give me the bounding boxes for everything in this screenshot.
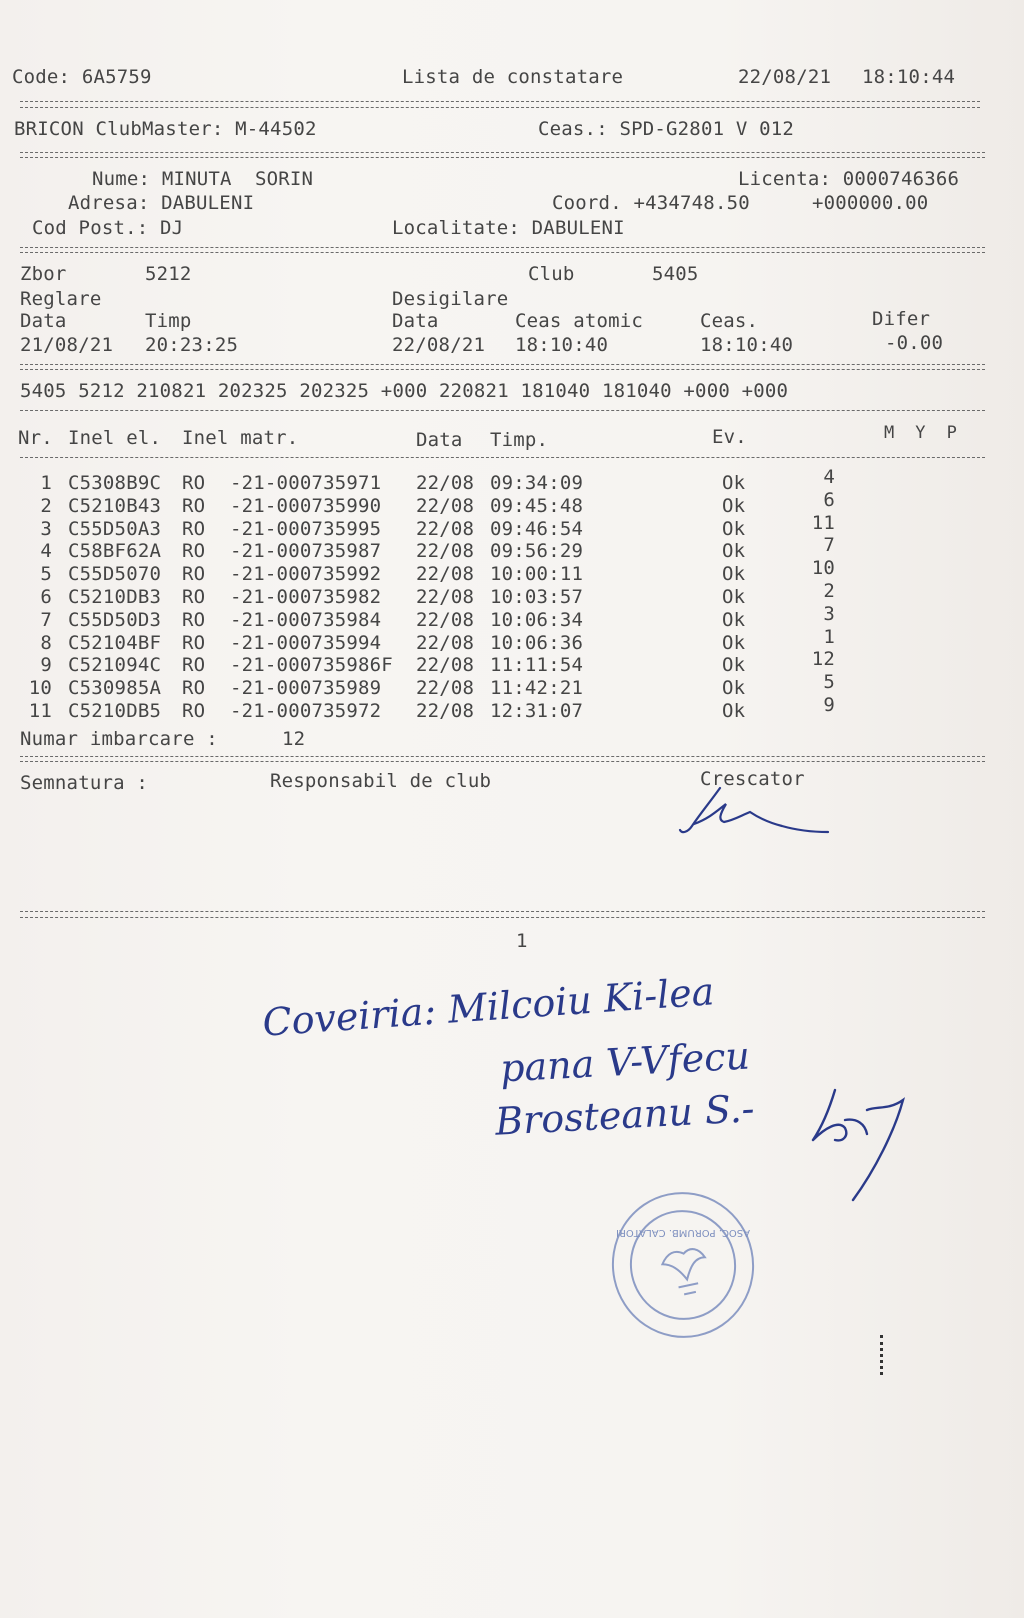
table-cell-timp: 09:45:48	[490, 494, 584, 517]
table-cell-timp: 10:06:34	[490, 608, 584, 631]
table-cell-m: 9	[823, 694, 835, 716]
table-cell-data: 22/08	[416, 631, 475, 654]
table-cell-timp: 10:00:11	[490, 563, 584, 586]
table-cell-tara: RO	[182, 700, 206, 722]
flight-label: Zbor	[20, 263, 67, 285]
divider	[20, 911, 985, 912]
table-cell-matr: -21-000735972	[230, 700, 382, 722]
divider	[20, 107, 980, 108]
table-cell-tara: RO	[182, 563, 206, 586]
table-cell-tara: RO	[182, 677, 206, 700]
owner-coord-2: +000000.00	[812, 192, 929, 214]
owner-licence: Licenta: 0000746366	[738, 168, 960, 190]
divider	[20, 410, 985, 411]
breeder-signature	[670, 780, 840, 840]
table-cell-data: 22/08	[416, 563, 475, 586]
owner-postcode: Cod Post.: DJ	[32, 217, 184, 239]
document-code: Code: 6A5759	[12, 66, 152, 88]
divider	[20, 457, 985, 458]
table-cell-nr: 2	[40, 494, 52, 517]
table-cell-el: C5308B9C	[68, 472, 162, 494]
table-cell-m: 7	[823, 534, 835, 557]
document-time: 18:10:44	[862, 66, 956, 88]
table-cell-data: 22/08	[416, 494, 475, 517]
table-cell-el: C55D50D3	[68, 608, 162, 631]
table-cell-ev: Ok	[722, 472, 746, 494]
boarding-count-label: Numar imbarcare :	[20, 728, 218, 750]
table-cell-matr: -21-000735986F	[230, 654, 393, 677]
table-cell-matr: -21-000735995	[230, 517, 382, 540]
col-ev: Ev.	[712, 426, 747, 448]
table-cell-tara: RO	[182, 517, 206, 540]
divider	[20, 252, 985, 253]
atomic-clock-time: 18:10:40	[515, 334, 609, 356]
divider	[20, 247, 985, 248]
table-cell-timp: 09:46:54	[490, 517, 584, 540]
table-cell-nr: 5	[40, 563, 52, 586]
table-cell-el: C521094C	[68, 654, 162, 677]
table-cell-nr: 4	[40, 540, 52, 563]
table-cell-el: C55D50A3	[68, 517, 162, 540]
table-cell-el: C5210DB5	[68, 700, 162, 722]
table-cell-tara: RO	[182, 472, 206, 494]
table-cell-m: 12	[811, 648, 835, 671]
table-cell-timp: 09:56:29	[490, 540, 584, 563]
table-cell-tara: RO	[182, 654, 206, 677]
club-number: 5405	[652, 263, 699, 285]
signature-label: Semnatura :	[20, 772, 149, 794]
table-cell-ev: Ok	[722, 494, 746, 517]
table-cell-ev: Ok	[722, 631, 746, 654]
difference-label: Difer	[872, 308, 931, 330]
desigilare-label: Desigilare	[392, 288, 509, 310]
handwritten-signature	[805, 1080, 945, 1210]
table-cell-ev: Ok	[722, 540, 746, 563]
table-cell-tara: RO	[182, 631, 206, 654]
club-stamp	[608, 1190, 758, 1340]
table-cell-tara: RO	[182, 586, 206, 608]
col-timp: Timp.	[490, 429, 549, 451]
table-cell-data: 22/08	[416, 472, 475, 494]
breeder-label: Crescator	[700, 768, 805, 790]
difference-value: -0.00	[885, 332, 944, 354]
divider	[20, 369, 985, 370]
table-cell-tara: RO	[182, 494, 206, 517]
boarding-count: 12	[282, 728, 306, 750]
table-cell-data: 22/08	[416, 654, 475, 677]
club-label: Club	[528, 263, 575, 285]
table-cell-m: 11	[811, 511, 835, 534]
table-cell-tara: RO	[182, 608, 206, 631]
table-cell-matr: -21-000735992	[230, 563, 382, 586]
table-cell-nr: 3	[40, 517, 52, 540]
table-cell-nr: 11	[28, 700, 52, 722]
table-cell-data: 22/08	[416, 517, 475, 540]
handwritten-note-line-2: pana V-Vfecu	[499, 1033, 751, 1091]
reglare-label: Reglare	[20, 288, 102, 310]
table-cell-ev: Ok	[722, 608, 746, 631]
table-cell-timp: 12:31:07	[490, 700, 584, 722]
table-cell-nr: 1	[40, 472, 52, 494]
table-cell-ev: Ok	[722, 586, 746, 608]
table-cell-timp: 09:34:09	[490, 472, 584, 494]
owner-locality: Localitate: DABULENI	[392, 217, 625, 239]
table-cell-matr: -21-000735987	[230, 540, 382, 563]
table-cell-ev: Ok	[722, 654, 746, 677]
table-cell-nr: 10	[28, 677, 52, 700]
table-cell-el: C530985A	[68, 677, 162, 700]
table-cell-nr: 6	[40, 586, 52, 608]
divider	[20, 364, 985, 365]
clubmaster-id: BRICON ClubMaster: M-44502	[14, 118, 317, 140]
handwritten-note-line-3: Brosteanu S.-	[494, 1086, 756, 1144]
divider	[20, 761, 985, 762]
page-number: 1	[516, 930, 528, 952]
table-cell-m: 10	[811, 557, 835, 580]
table-cell-el: C5210B43	[68, 494, 162, 517]
table-cell-data: 22/08	[416, 677, 475, 700]
clock-label: Ceas.	[700, 310, 759, 332]
table-cell-data: 22/08	[416, 586, 475, 608]
table-cell-m: 1	[823, 625, 835, 648]
table-cell-matr: -21-000735971	[230, 472, 382, 494]
reglare-data-label: Data	[20, 310, 67, 332]
table-cell-data: 22/08	[416, 608, 475, 631]
owner-name: Nume: MINUTA SORIN	[92, 168, 314, 190]
club-responsible-label: Responsabil de club	[270, 770, 492, 792]
table-cell-nr: 8	[40, 631, 52, 654]
owner-address: Adresa: DABULENI	[68, 192, 255, 214]
divider	[20, 917, 985, 918]
reglare-date: 21/08/21	[20, 334, 114, 356]
document-date: 22/08/21	[738, 66, 832, 88]
table-cell-nr: 9	[40, 654, 52, 677]
table-cell-nr: 7	[40, 608, 52, 631]
table-cell-ev: Ok	[722, 563, 746, 586]
reglare-timp-label: Timp	[145, 310, 192, 332]
flight-number: 5212	[145, 263, 192, 285]
document-title: Lista de constatare	[402, 66, 624, 88]
table-cell-el: C5210DB3	[68, 586, 162, 608]
table-cell-matr: -21-000735990	[230, 494, 382, 517]
code-line: 5405 5212 210821 202325 202325 +000 220821 181040 181040 +000 +000	[20, 380, 789, 402]
margin-mark	[880, 1335, 889, 1375]
col-inel-matr: Inel matr.	[182, 427, 299, 449]
reglare-time: 20:23:25	[145, 334, 239, 356]
table-cell-m: 4	[823, 466, 835, 488]
table-cell-matr: -21-000735984	[230, 608, 382, 631]
col-inel-el: Inel el.	[68, 427, 162, 449]
table-cell-tara: RO	[182, 540, 206, 563]
table-cell-matr: -21-000735989	[230, 677, 382, 700]
desigilare-data-label: Data	[392, 310, 439, 332]
divider	[20, 756, 985, 757]
handwritten-note-line-1: Coveiria: Milcoiu Ki-lea	[261, 969, 716, 1045]
atomic-clock-label: Ceas atomic	[515, 310, 644, 332]
table-cell-timp: 11:11:54	[490, 654, 584, 677]
owner-coord: Coord. +434748.50	[552, 192, 750, 214]
table-cell-m: 6	[823, 488, 835, 511]
table-cell-data: 22/08	[416, 700, 475, 722]
divider	[20, 101, 980, 102]
table-cell-timp: 10:03:57	[490, 586, 584, 608]
table-cell-timp: 10:06:36	[490, 631, 584, 654]
table-cell-ev: Ok	[722, 517, 746, 540]
table-cell-m: 3	[823, 602, 835, 625]
table-cell-matr: -21-000735994	[230, 631, 382, 654]
table-cell-ev: Ok	[722, 677, 746, 700]
table-cell-matr: -21-000735982	[230, 586, 382, 608]
table-cell-el: C55D5070	[68, 563, 162, 586]
table-cell-ev: Ok	[722, 700, 746, 722]
table-cell-timp: 11:42:21	[490, 677, 584, 700]
clock-time: 18:10:40	[700, 334, 794, 356]
col-data: Data	[416, 429, 463, 451]
desigilare-date: 22/08/21	[392, 334, 486, 356]
clock-id: Ceas.: SPD-G2801 V 012	[538, 118, 795, 140]
table-cell-el: C58BF62A	[68, 540, 162, 563]
col-myp: M Y P	[884, 423, 958, 443]
col-nr: Nr.	[18, 427, 53, 449]
divider	[20, 152, 985, 153]
table-cell-data: 22/08	[416, 540, 475, 563]
stamp-text: ASOC. PORUMB. CALATORI	[616, 1227, 750, 1238]
table-cell-m: 5	[823, 671, 835, 694]
divider	[20, 157, 985, 158]
table-cell-el: C52104BF	[68, 631, 162, 654]
table-cell-m: 2	[823, 580, 835, 602]
